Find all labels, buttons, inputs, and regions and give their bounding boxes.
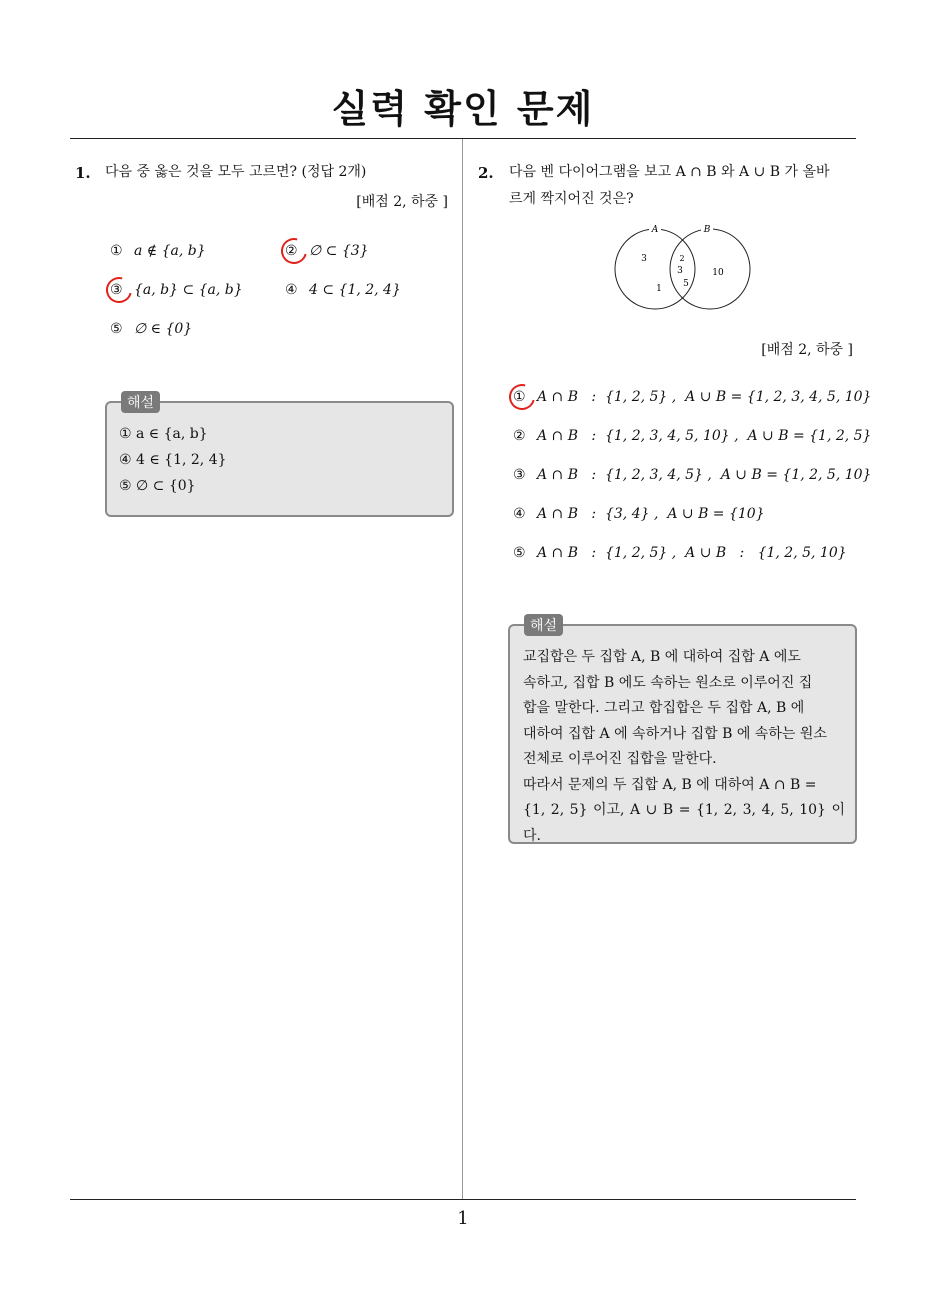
q2-option-2[interactable]	[513, 428, 871, 444]
q2-score: [배점 2, 하중 ]	[761, 342, 853, 358]
q1-option-3-number: ③	[110, 282, 134, 298]
q2-text-line-1: 다음 벤 다이어그램을 보고 A ∩ B 와 A ∪ B 가 올바	[509, 164, 830, 180]
q1-option-4[interactable]	[285, 282, 401, 298]
q2-option-5-text: A ∩ B : {1, 2, 5} , A ∪ B : {1, 2, 5, 10}	[537, 545, 847, 561]
venn-intersection-value-1: 2	[679, 254, 685, 263]
venn-a-only-value: 3	[641, 254, 647, 264]
footer-rule	[70, 1199, 856, 1200]
q2-option-3-text: A ∩ B : {1, 2, 3, 4, 5} , A ∪ B = {1, 2, 5, 10}	[537, 467, 872, 483]
q2-option-4-number: ④	[513, 506, 526, 522]
q1-explanation-line-1: ① a ∈ {a, b}	[119, 426, 208, 442]
q1-option-4-text: 4 ⊂ {1, 2, 4}	[309, 282, 401, 298]
q1-option-1-number: ①	[110, 243, 123, 259]
q1-option-3[interactable]	[110, 282, 243, 298]
venn-label-a: A	[651, 225, 659, 235]
q2-explanation-box	[508, 618, 857, 844]
q1-option-1[interactable]	[110, 243, 206, 259]
q2-option-1[interactable]	[513, 389, 871, 405]
q1-explanation-box	[105, 395, 454, 517]
q2-option-3-number: ③	[513, 467, 526, 483]
venn-circle-a	[615, 229, 695, 309]
q2-number: 2.	[478, 164, 494, 182]
q2-explanation-line-1: 교집합은 두 집합 A, B 에 대하여 집합 A 에도	[523, 649, 801, 665]
q1-option-5-text: ∅ ∈ {0}	[134, 321, 193, 337]
q1-explanation-line-3: ⑤ ∅ ⊂ {0}	[119, 478, 196, 494]
q1-explanation-line-2: ④ 4 ∈ {1, 2, 4}	[119, 452, 227, 468]
q2-explanation-line-6: 따라서 문제의 두 집합 A, B 에 대하여 A ∩ B =	[523, 776, 817, 793]
q2-option-2-number: ②	[513, 428, 526, 444]
q2-explanation-line-3: 합을 말한다. 그리고 합집합은 두 집합 A, B 에	[523, 700, 805, 716]
q1-option-2[interactable]	[285, 243, 369, 259]
q2-explanation-line-7: {1, 2, 5} 이고, A ∪ B = {1, 2, 3, 4, 5, 10} 이다.	[523, 802, 845, 844]
q1-explanation-label: 해설	[121, 391, 160, 413]
q1-option-1-text: a ∉ {a, b}	[134, 243, 206, 259]
q2-option-2-text: A ∩ B : {1, 2, 3, 4, 5, 10} , A ∪ B = {1, 2, 5}	[537, 428, 872, 444]
page-number: 1	[457, 1208, 469, 1229]
page-title: 실력 확인 문제	[331, 87, 595, 131]
q2-explanation-line-4: 대하여 집합 A 에 속하거나 집합 B 에 속하는 원소	[523, 725, 827, 742]
header-rule	[70, 138, 856, 139]
q2-text	[509, 159, 859, 213]
q2-option-5-number: ⑤	[513, 545, 526, 561]
q2-option-1-text: A ∩ B : {1, 2, 5} , A ∪ B = {1, 2, 3, 4, 5, 10}	[537, 389, 872, 405]
q2-option-5[interactable]	[513, 545, 847, 561]
q1-text: 다음 중 옳은 것을 모두 고르면? (정답 2개)	[105, 164, 367, 180]
q1-number: 1.	[75, 164, 91, 182]
q2-explanation-label: 해설	[524, 614, 563, 636]
column-divider	[462, 139, 463, 1199]
q2-explanation-line-5: 전체로 이루어진 집합을 말한다.	[523, 751, 717, 767]
venn-intersection-value-3: 5	[683, 279, 689, 289]
q1-option-4-number: ④	[285, 282, 298, 298]
q2-explanation-line-2: 속하고, 집합 B 에도 속하는 원소로 이루어진 집	[523, 674, 813, 691]
q1-option-5[interactable]	[110, 321, 192, 337]
q2-option-1-number: ①	[513, 389, 537, 405]
q2-option-4-text: A ∩ B : {3, 4} , A ∪ B = {10}	[537, 506, 765, 522]
q2-text-line-2: 르게 짝지어진 것은?	[509, 191, 634, 207]
q2-option-4[interactable]	[513, 506, 765, 522]
q1-option-5-number: ⑤	[110, 321, 123, 337]
venn-b-only-value: 10	[712, 268, 724, 278]
q1-score: [배점 2, 하중 ]	[356, 194, 448, 210]
q1-option-2-number: ②	[285, 243, 309, 259]
venn-intersection-value-2: 3	[677, 266, 683, 276]
venn-a-only-value-2: 1	[656, 284, 662, 294]
q1-option-3-text: {a, b} ⊂ {a, b}	[134, 282, 243, 298]
q1-option-2-text: ∅ ⊂ {3}	[309, 243, 369, 259]
venn-diagram	[612, 224, 757, 314]
q2-option-3[interactable]	[513, 467, 871, 483]
venn-label-b: B	[703, 225, 711, 235]
